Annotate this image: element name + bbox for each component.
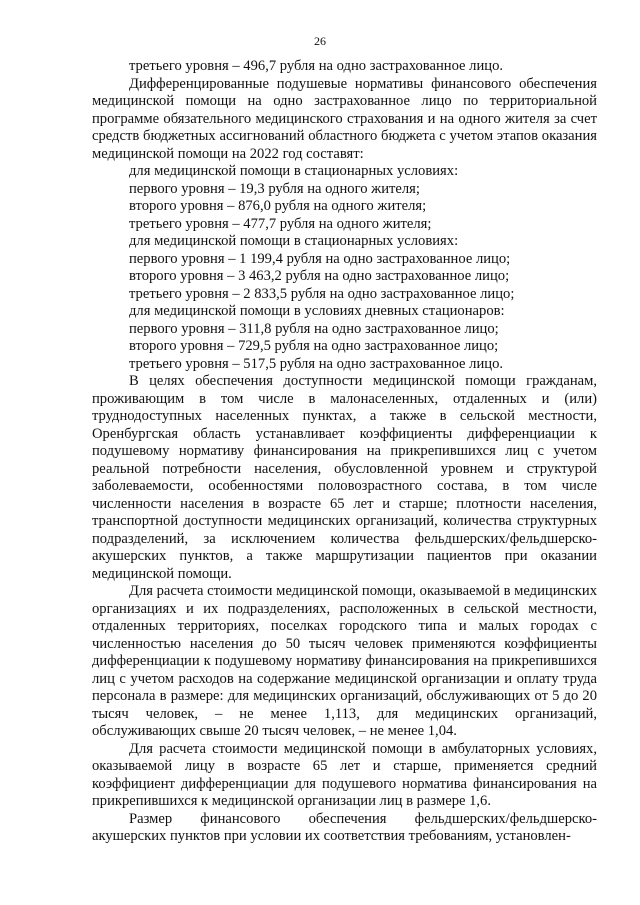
list-item: второго уровня – 729,5 рубля на одно застрахованное лицо; bbox=[129, 338, 499, 354]
paragraph-fap-financing: Размер финансового обеспечения фельдшерских/фельдшерско-акушерских пунктов при условии их соответствия требованиям, установлен- bbox=[92, 810, 597, 844]
list-item: первого уровня – 1 199,4 рубля на одно застрахованное лицо; bbox=[129, 250, 511, 267]
paragraph-elderly-coefficient: Для расчета стоимости медицинской помощи в амбулаторных условиях, оказываемой лицу в возрасте 65 лет и старше, применяется средний коэффициент дифференциации для подушевого норматива финансирования на прикрепившихся к медицинской организации лиц в размере 1,6. bbox=[92, 740, 597, 809]
list-heading-inpatient-insured: для медицинской помощи в стационарных условиях: bbox=[129, 233, 459, 249]
list-heading-day-hospital: для медицинской помощи в условиях дневных стационаров: bbox=[129, 303, 505, 319]
list-item: первого уровня – 19,3 рубля на одного жителя; bbox=[129, 180, 420, 197]
list-item: третьего уровня – 2 833,5 рубля на одно застрахованное лицо; bbox=[129, 285, 515, 302]
list-item: второго уровня – 3 463,2 рубля на одно застрахованное лицо; bbox=[129, 268, 510, 284]
paragraph-normatives-intro: Дифференцированные подушевые нормативы финансового обеспечения медицинской помощи на одно застрахованное лицо по территориальной программе обязательного медицинского страхования и на одного жителя за счет средств бюджетных ассигнований областного бюджета с учетом этапов оказания медицинской помощи на 2022 год составят: bbox=[92, 75, 597, 162]
page-number: 26 bbox=[314, 34, 326, 48]
paragraph-rural-coefficients: Для расчета стоимости медицинской помощи, оказываемой в медицинских организациях и их подразделениях, расположенных в сельской местности, отдаленных территориях, поселках городского типа и малых городах с численностью населения до 50 тысяч человек применяются коэффициенты дифференциации к подушевому нормативу финансирования на прикрепившихся лиц с учетом расходов на содержание медицинской организации и оплату труда персонала в размере: для медицинских организаций, обслуживающих от 5 до 20 тысяч человек, – не менее 1,113, для медицинских организаций, обслуживающих свыше 20 тысяч человек, – не менее 1,04. bbox=[92, 583, 597, 739]
document-body bbox=[92, 58, 597, 846]
paragraph-tail: третьего уровня – 496,7 рубля на одно застрахованное лицо. bbox=[129, 58, 504, 74]
list-heading-inpatient-resident: для медицинской помощи в стационарных условиях: bbox=[129, 163, 459, 179]
list-item: второго уровня – 876,0 рубля на одного жителя; bbox=[129, 198, 427, 214]
list-item: первого уровня – 311,8 рубля на одно застрахованное лицо; bbox=[129, 320, 499, 337]
list-item: третьего уровня – 517,5 рубля на одно застрахованное лицо. bbox=[129, 355, 504, 372]
paragraph-accessibility: В целях обеспечения доступности медицинской помощи гражданам, проживающим в том числе в малонаселенных, отдаленных и (или) труднодоступных населенных пунктах, а также в сельской местности, Оренбургская область устанавливает коэффициенты дифференциации к подушевому нормативу финансирования на прикрепившихся лиц с учетом реальной потребности населения, обусловленной уровнем и структурой заболеваемости, особенностями половозрастного состава, в том числе численности населения в возрасте 65 лет и старше; плотности населения, транспортной доступности медицинских организаций, количества структурных подразделений, за исключением количества фельдшерских/фельдшерско-акушерских пунктов, а также маршрутизации пациентов при оказании медицинской помощи. bbox=[92, 373, 597, 582]
list-item: третьего уровня – 477,7 рубля на одного жителя; bbox=[129, 215, 432, 232]
